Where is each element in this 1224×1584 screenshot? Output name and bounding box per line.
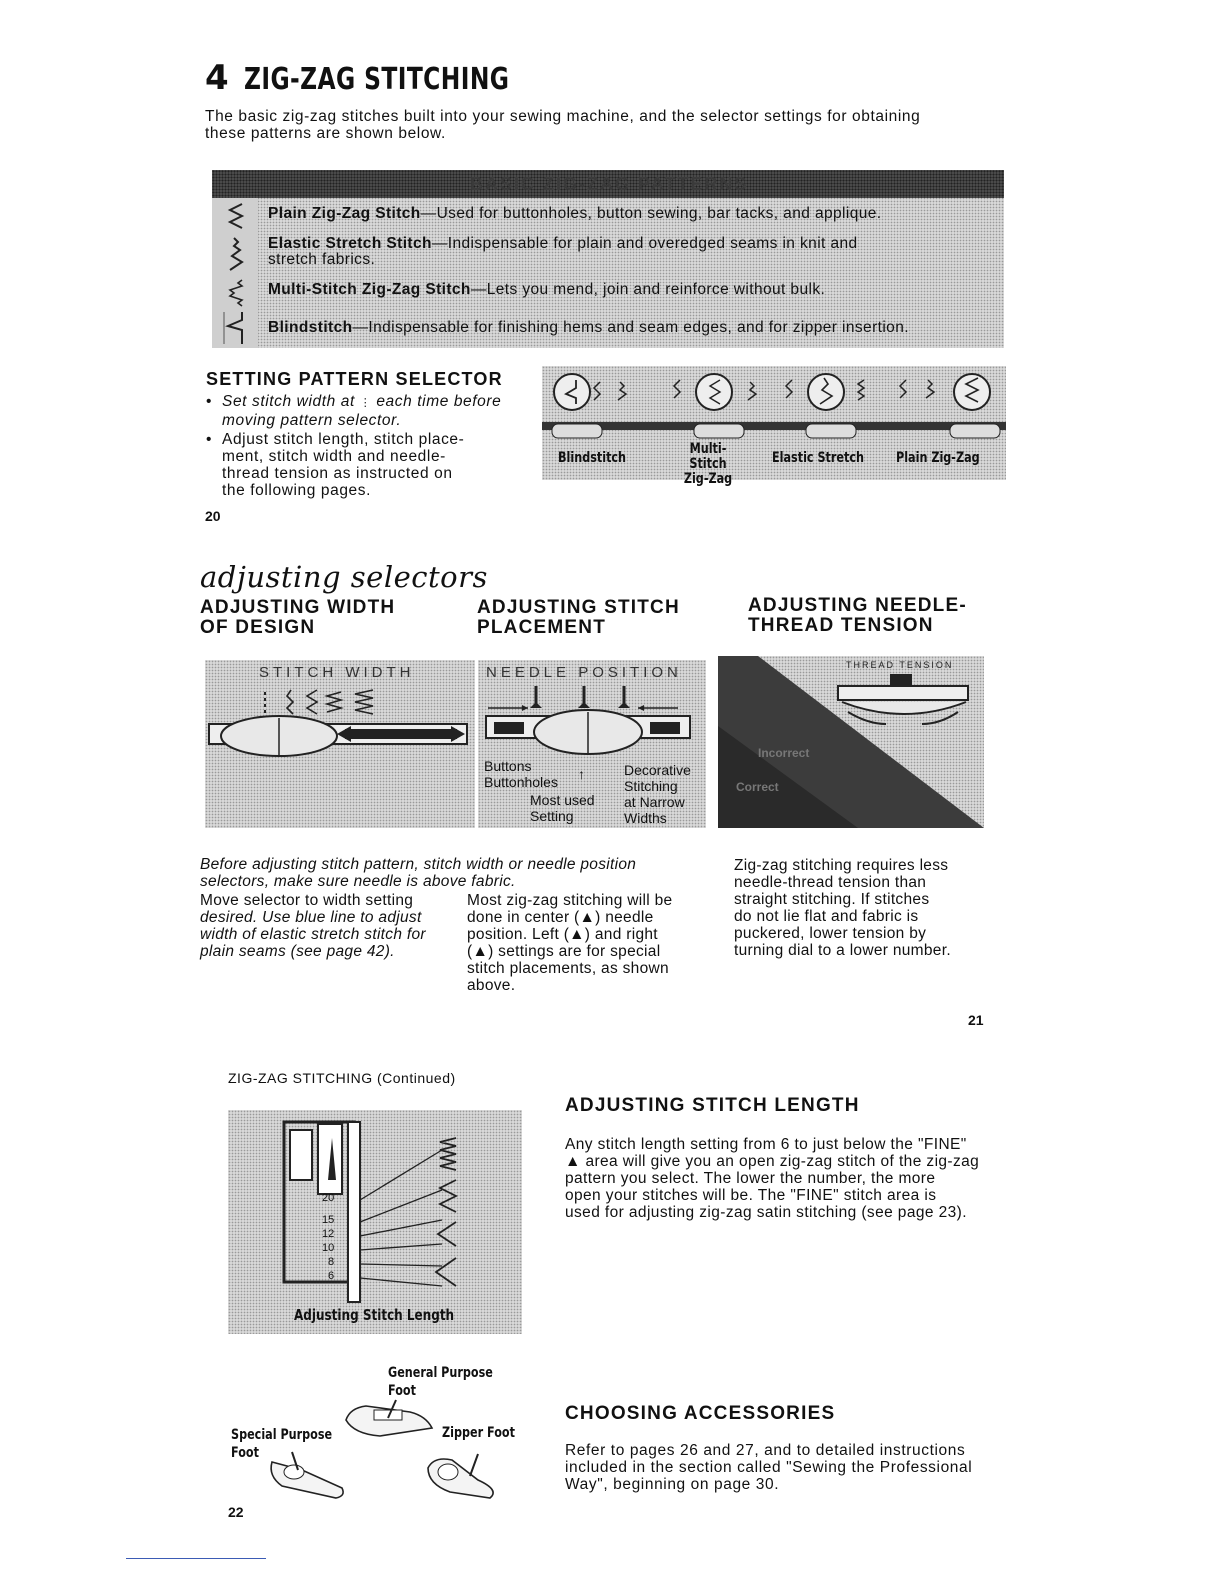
col1-text: Move selector to width setting desired. Use blue line to adjust width of elastic stretch stitch for plain seams (see page 42). (200, 892, 426, 960)
pattern-name: Multi-Stitch Zig-Zag Stitch (268, 281, 471, 298)
dial-label-plain: Plain Zig-Zag (895, 450, 980, 466)
length-scale-12: 12 (322, 1228, 335, 1240)
fig2-arrow-icon: ↑ (578, 766, 585, 782)
pattern-row-plain (268, 206, 1004, 222)
foot-zipper-label: Zipper Foot (442, 1425, 515, 1441)
pattern-name: Elastic Stretch Stitch (268, 235, 432, 252)
heading-stitch-placement: ADJUSTING STITCH PLACEMENT (477, 597, 680, 638)
needle-above-fabric-note: Before adjusting stitch pattern, stitch width or needle position selectors, make sure needle is above fabric. (200, 856, 637, 890)
length-heading: ADJUSTING STITCH LENGTH (565, 1095, 860, 1116)
needle-position-diagram (478, 682, 706, 760)
page-number-21: 21 (968, 1012, 984, 1028)
bullet-1: • Set stitch width at ⋮ each time before moving pattern selector. (206, 393, 502, 429)
fig3-incorrect: Incorrect (758, 746, 810, 760)
special-purpose-foot-icon (262, 1450, 352, 1502)
stitch-width-label: STITCH WIDTH (259, 664, 415, 681)
thread-tension-label: THREAD TENSION (846, 660, 954, 670)
dial-label-elastic: Elastic Stretch (771, 450, 864, 466)
page-title: ZIG-ZAG STITCHING (244, 62, 510, 97)
stitch-length-figure (228, 1110, 522, 1334)
general-purpose-foot-icon (340, 1398, 440, 1442)
zipper-foot-icon (420, 1450, 506, 1504)
pattern-name: Plain Zig-Zag Stitch (268, 205, 421, 222)
length-scale-8: 8 (328, 1256, 335, 1268)
table-title: BASIC ZIG-ZAG PATTERNS (470, 174, 749, 194)
dial-plain-icon (892, 370, 1004, 442)
stitch-width-diagram (205, 684, 475, 774)
foot-special-label: Special Purpose Foot (231, 1427, 333, 1461)
elastic-stretch-icon (226, 236, 246, 272)
page-number-20: 20 (205, 508, 221, 524)
pattern-desc: —Indispensable for finishing hems and seam edges, and for zipper insertion. (352, 319, 909, 336)
pattern-desc: —Lets you mend, join and reinforce without bulk. (470, 281, 826, 298)
fig2-most-used: Most used (530, 792, 595, 808)
chapter-number: 4 (205, 58, 230, 98)
dial-label-blindstitch: Blindstitch (558, 450, 627, 466)
dial-blindstitch-icon (550, 370, 660, 442)
heading-thread-tension: ADJUSTING NEEDLE- THREAD TENSION (748, 595, 967, 636)
thread-tension-figure (718, 656, 984, 828)
fig2-stitching: Stitching (624, 778, 678, 794)
length-scale-20: 20 (322, 1192, 335, 1204)
stitch-length-diagram (228, 1110, 522, 1310)
pattern-desc-cont: stretch fabrics. (268, 251, 376, 268)
section-script-title: adjusting selectors (200, 560, 488, 594)
fig2-buttons: Buttons (484, 758, 532, 774)
length-scale-10: 10 (322, 1242, 335, 1254)
dial-multistitch-icon (666, 370, 776, 442)
accessories-paragraph: Refer to pages 26 and 27, and to detailed instructions included in the section called "Sewing the Professional Way", beginning on page 30. (565, 1442, 973, 1493)
stitch-width-figure (205, 660, 475, 828)
fig2-buttonholes: Buttonholes (484, 774, 558, 790)
dial-elastic-icon (778, 370, 888, 442)
blindstitch-icon (222, 310, 248, 346)
heading-adjusting-width: ADJUSTING WIDTH OF DESIGN (200, 597, 396, 638)
page-number-22: 22 (228, 1504, 244, 1520)
fig3-correct: Correct (736, 780, 779, 794)
length-paragraph: Any stitch length setting from 6 to just below the "FINE" ▲ area will give you an open zig-zag stitch of the zig-zag pattern you select. The lower the number, the more open your stitches will be. The "FINE" stitch area is used for adjusting zig-zag satin stitching (see page 23). (565, 1136, 980, 1221)
pattern-name: Blindstitch (268, 319, 353, 336)
fig2-setting: Setting (530, 808, 574, 824)
needle-position-label: NEEDLE POSITION (486, 664, 682, 681)
fig2-at-narrow: at Narrow (624, 794, 685, 810)
pattern-desc: —Indispensable for plain and overedged seams in knit and (431, 235, 858, 252)
selector-instructions (206, 393, 511, 499)
length-figure-caption: Adjusting Stitch Length (294, 1306, 455, 1324)
fig2-decorative: Decorative (624, 762, 691, 778)
fig2-widths: Widths (624, 810, 667, 826)
accessories-heading: CHOOSING ACCESSORIES (565, 1403, 836, 1424)
pattern-row-multi (268, 282, 1004, 298)
dial-label-multistitch: Multi-Stitch Zig-Zag (683, 441, 733, 487)
pattern-selector-dials (542, 366, 1006, 487)
col3-text: Zig-zag stitching requires less needle-thread tension than straight stitching. If stitches do not lie flat and fabric is puckered, lower tension by turning dial to a lower number. (734, 857, 951, 959)
table-header-bar (212, 170, 1004, 198)
length-scale-15: 15 (322, 1214, 335, 1226)
page-20-title (205, 58, 584, 104)
thread-tension-diagram (718, 656, 984, 828)
intro-line: The basic zig-zag stitches built into your sewing machine, and the selector settings for obtaining (205, 108, 921, 125)
basic-patterns-table (212, 170, 1004, 348)
bullet-2: • Adjust stitch length, stitch place- ment, stitch width and needle- thread tension as instructed on the following pages. (206, 431, 465, 499)
intro-line: these patterns are shown below. (205, 125, 446, 142)
plain-zigzag-icon (226, 202, 246, 232)
footnote-rule (126, 1558, 266, 1559)
length-scale-6: 6 (328, 1270, 335, 1282)
multi-stitch-icon (224, 278, 248, 308)
pattern-desc: —Used for buttonholes, button sewing, bar tacks, and applique. (420, 205, 882, 222)
foot-general-label: General Purpose Foot (388, 1365, 493, 1399)
selector-heading: SETTING PATTERN SELECTOR (206, 369, 503, 389)
intro-paragraph (205, 108, 1005, 142)
pattern-row-blindstitch (268, 320, 1004, 336)
pattern-row-elastic (268, 236, 1004, 268)
col2-text: Most zig-zag stitching will be done in center (▲) needle position. Left (▲) and right (▲) settings are for special stitch placements, as shown above. (467, 892, 673, 994)
running-head: ZIG-ZAG STITCHING (Continued) (228, 1070, 456, 1086)
needle-position-figure (478, 660, 706, 828)
